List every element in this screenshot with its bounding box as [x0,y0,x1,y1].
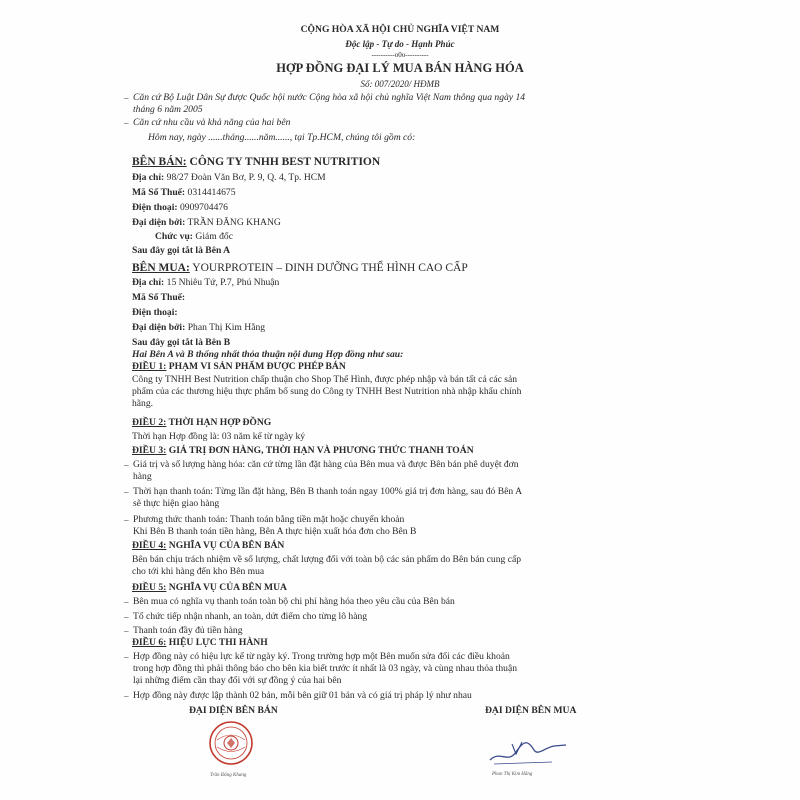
bullet-icon: – [124,626,129,636]
article-4-line: cho tới khi hàng đến kho Bên mua [132,566,265,577]
seller-position-label: Chức vụ: [155,231,194,242]
article-2-line: Thời hạn Hợp đồng là: 03 năm kể từ ngày ký [132,431,306,442]
seller-address-value: 98/27 Đoàn Văn Bơ, P. 9, Q. 4, Tp. HCM [166,172,326,183]
article-5-line: Bên mua có nghĩa vụ thanh toán toàn bộ chi phí hàng hóa theo yêu cầu của Bên bán [133,596,455,607]
article-6-line: trong hợp đồng thì phải thông báo cho bên kia biết trước ít nhất là 03 ngày, và cùng nhau thỏa thuận [133,663,517,674]
seller-rep-label: Đại diện bởi: [132,217,186,228]
article-6-line: Hợp đồng này được lập thành 02 bản, mỗi bên giữ 01 bản và có giá trị pháp lý như nhau [133,690,472,701]
article-5-line: Thanh toán đầy đủ tiền hàng [133,625,243,636]
article-1-line: phẩm của các thương hiệu thực phẩm bổ sung do Công ty TNHH Best Nutrition nhà nhập khẩu chính [132,386,522,397]
article-6-label: ĐIỀU 6: [132,637,167,648]
company-stamp-icon [208,720,254,766]
article-6-line: Hợp đồng này có hiệu lực kể từ ngày ký. Trong trường hợp một Bên muốn sửa đổi các điều khoản [133,651,510,662]
article-3-line: Phương thức thanh toán: Thanh toán bằng tiền mặt hoặc chuyển khoản [133,514,405,525]
buyer-signature-title: ĐẠI DIỆN BÊN MUA [485,705,577,716]
bullet-icon: – [124,597,129,607]
seller-alias: Sau đây gọi tắt là Bên A [132,245,231,256]
article-3-title: GIÁ TRỊ ĐƠN HÀNG, THỜI HẠN VÀ PHƯƠNG THỨC THANH TOÁN [168,445,474,456]
bullet-icon: – [124,460,129,470]
buyer-rep-label: Đại diện bởi: [132,322,186,333]
buyer-address-label: Địa chỉ: [132,277,165,288]
article-1-title: PHẠM VI SẢN PHẨM ĐƯỢC PHÉP BÁN [168,361,346,372]
article-3-heading [132,445,474,457]
buyer-heading [132,262,468,274]
bullet-icon: – [124,515,129,525]
seller-heading [132,156,380,168]
article-4-heading [132,540,284,552]
legal-basis-line: Căn cứ nhu cầu và khả năng của hai bên [133,117,291,128]
buyer-alias: Sau đây gọi tắt là Bên B [132,337,231,348]
buyer-rep-value: Phan Thị Kim Hằng [187,322,266,333]
bullet-icon: – [124,487,129,497]
buyer-address-value: 15 Nhiêu Tứ, P.7, Phú Nhuận [166,277,280,288]
seller-tax-label: Mã Số Thuế: [132,187,186,198]
article-6-line: lại những điểm cần thay đổi với sự đồng ý của hai bên [133,675,342,686]
seller-stamp-caption: Trần Đăng Khang [210,773,247,778]
seller-tax-row [132,187,236,199]
seller-company-name: CÔNG TY TNHH BEST NUTRITION [189,156,381,168]
article-5-title: NGHĨA VỤ CỦA BÊN MUA [168,582,287,593]
article-6-heading [132,637,268,649]
article-3-line: Thời hạn thanh toán: Từng lần đặt hàng, Bên B thanh toán ngay 100% giá trị đơn hàng, sau đó Bên A [133,486,522,497]
seller-phone-row [132,202,228,214]
buyer-phone-row [132,307,178,319]
article-2-title: THỜI HẠN HỢP ĐỒNG [168,417,272,428]
article-6-title: HIỆU LỰC THI HÀNH [168,637,268,648]
national-motto: Độc lập - Tự do - Hạnh Phúc [345,39,455,49]
article-4-label: ĐIỀU 4: [132,540,167,551]
agreement-intro: Hai Bên A và B thống nhất thỏa thuận nội dung Hợp đồng như sau: [132,349,404,360]
article-5-heading [132,582,287,594]
seller-position-row [155,231,233,243]
article-1-line: hãng. [132,398,154,409]
today-line: Hôm nay, ngày ......tháng......năm......, tại Tp.HCM, chúng tôi gồm có: [148,132,416,143]
article-2-label: ĐIỀU 2: [132,417,167,428]
seller-phone-value: 0909704476 [179,202,228,213]
seller-phone-label: Điện thoại: [132,202,178,213]
article-4-line: Bên bán chịu trách nhiệm về số lượng, chất lượng đối với toàn bộ các sản phẩm do Bên bán cung cấp [132,554,522,565]
buyer-rep-row [132,322,265,334]
buyer-heading-label: BÊN MUA: [132,262,190,274]
legal-basis-line: Căn cứ Bộ Luật Dân Sự được Quốc hội nước Cộng hòa xã hội chủ nghĩa Việt Nam thông qua ngày 14 [133,92,526,103]
article-4-title: NGHĨA VỤ CỦA BÊN BÁN [168,540,285,551]
buyer-phone-label: Điện thoại: [132,307,178,318]
legal-basis-line: tháng 6 năm 2005 [133,104,203,115]
bullet-icon: – [124,93,129,103]
bullet-icon: – [124,612,129,622]
buyer-tax-row [132,292,185,304]
buyer-address-row [132,277,279,289]
bullet-icon: – [124,691,129,701]
article-3-label: ĐIỀU 3: [132,445,167,456]
country-name: CỘNG HÒA XÃ HỘI CHỦ NGHĨA VIỆT NAM [300,24,500,35]
bullet-icon: – [124,118,129,128]
article-3-line: hàng [133,471,152,482]
article-1-heading [132,361,346,373]
article-3-line: Giá trị và số lượng hàng hóa: căn cứ từng lần đặt hàng của Bên mua và được Bên bán phê duyệt đơn [133,459,519,470]
seller-signature-title: ĐẠI DIỆN BÊN BÁN [189,705,278,716]
buyer-signature-icon [482,720,572,778]
seller-rep-row [132,217,281,229]
buyer-shop-name: YOURPROTEIN – DINH DƯỠNG THỂ HÌNH CAO CẤP [192,262,468,274]
seller-rep-value: TRẦN ĐĂNG KHANG [187,217,281,228]
article-5-line: Tổ chức tiếp nhận nhanh, an toàn, dứt điểm cho từng lô hàng [133,611,368,622]
article-2-heading [132,417,271,429]
seller-position-value: Giám đốc [195,231,233,242]
buyer-tax-label: Mã Số Thuế: [132,292,186,303]
article-3-line: Khi Bên B thanh toán tiền hàng, Bên A thực hiện xuất hóa đơn cho Bên B [133,526,417,537]
contract-title: HỢP ĐỒNG ĐẠI LÝ MUA BÁN HÀNG HÓA [276,61,524,75]
seller-tax-value: 0314414675 [187,187,236,198]
header-divider: ----------o0o---------- [371,51,429,59]
bullet-icon: – [124,652,129,662]
seller-address-row [132,172,326,184]
seller-address-label: Địa chỉ: [132,172,165,183]
contract-number: Số: 007/2020/ HĐMB [360,79,440,89]
buyer-signature-caption: Phan Thị Kim Hằng [492,772,533,777]
article-1-line: Công ty TNHH Best Nutrition chấp thuận cho Shop Thể Hình, được phép nhập và bán tất cả các sản [132,374,518,385]
article-3-line: sẽ thực hiện giao hàng [133,498,220,509]
seller-heading-label: BÊN BÁN: [132,156,187,168]
article-5-label: ĐIỀU 5: [132,582,167,593]
article-1-label: ĐIỀU 1: [132,361,167,372]
